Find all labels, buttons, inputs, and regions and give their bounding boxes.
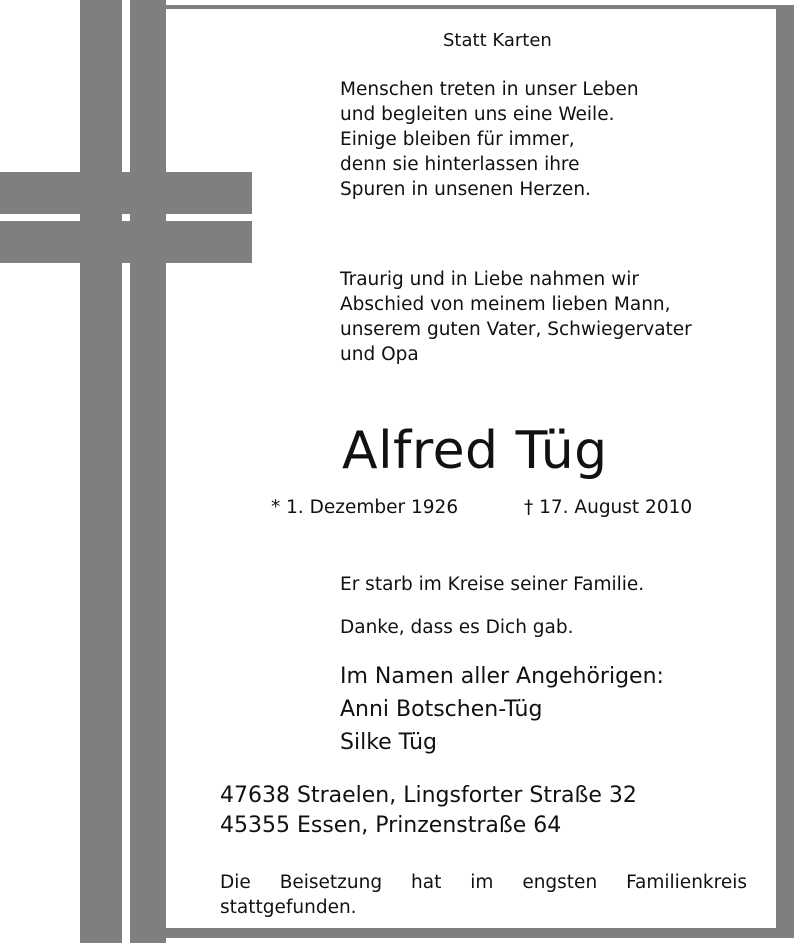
burial-line: stattgefunden. bbox=[220, 897, 357, 918]
death-date: † 17. August 2010 bbox=[524, 497, 693, 518]
poem-line: Spuren in unsenen Herzen. bbox=[340, 179, 591, 200]
mourners-intro: Im Namen aller Angehörigen: bbox=[340, 664, 664, 689]
cross-horizontal-bottom bbox=[0, 221, 252, 263]
mourner-name: Silke Tüg bbox=[340, 730, 438, 755]
notice-heading: Statt Karten bbox=[443, 30, 552, 51]
cross-vertical-left bbox=[80, 0, 122, 943]
cross-vertical-right bbox=[130, 0, 166, 943]
poem-line: denn sie hinterlassen ihre bbox=[340, 154, 580, 175]
mourners-block bbox=[340, 660, 664, 759]
burial-line: Die Beisetzung hat im engsten Familienkreis bbox=[220, 872, 747, 893]
cross-horizontal-top bbox=[0, 172, 252, 214]
tribute-text bbox=[340, 267, 692, 367]
tribute-line: Abschied von meinem lieben Mann, bbox=[340, 294, 671, 315]
poem-line: und begleiten uns eine Weile. bbox=[340, 104, 615, 125]
poem-line: Menschen treten in unser Leben bbox=[340, 79, 639, 100]
tribute-line: unserem guten Vater, Schwiegervater bbox=[340, 319, 692, 340]
mourner-name: Anni Botschen-Tüg bbox=[340, 697, 543, 722]
poem-line: Einige bleiben für immer, bbox=[340, 129, 575, 150]
burial-notice bbox=[220, 870, 747, 920]
tribute-line: und Opa bbox=[340, 344, 419, 365]
poem bbox=[340, 77, 639, 202]
tribute-line: Traurig und in Liebe nahmen wir bbox=[340, 269, 639, 290]
address-block bbox=[220, 781, 637, 841]
thanks-statement: Danke, dass es Dich gab. bbox=[340, 617, 574, 638]
address-line: 47638 Straelen, Lingsforter Straße 32 bbox=[220, 783, 637, 808]
birth-date: * 1. Dezember 1926 bbox=[271, 497, 459, 518]
family-statement: Er starb im Kreise seiner Familie. bbox=[340, 574, 645, 595]
deceased-name: Alfred Tüg bbox=[342, 421, 608, 481]
address-line: 45355 Essen, Prinzenstraße 64 bbox=[220, 813, 562, 838]
